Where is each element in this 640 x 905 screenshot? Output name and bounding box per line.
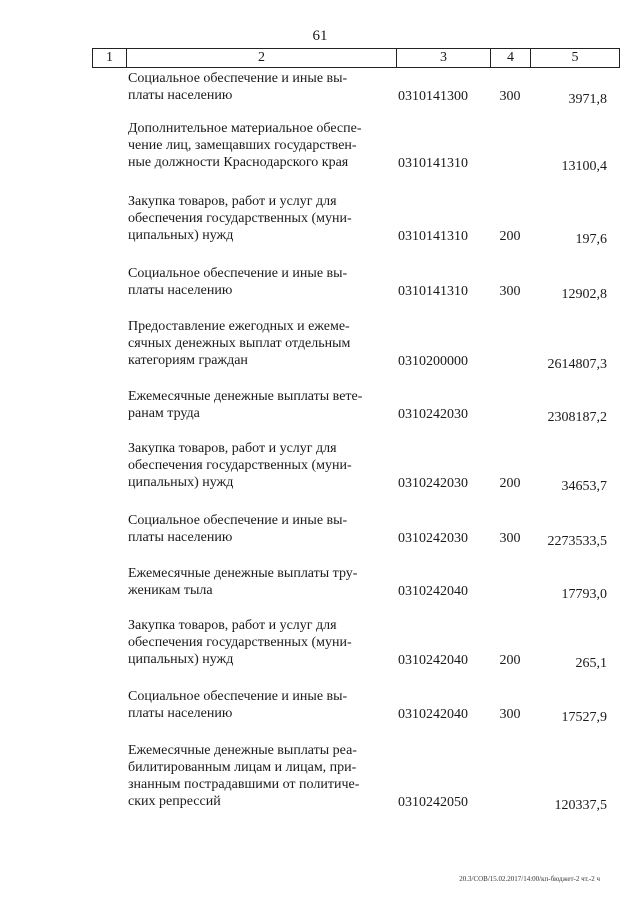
row-description-line: Социальное обеспечение и иные вы- bbox=[128, 71, 348, 86]
row-sum: 2273533,5 bbox=[547, 534, 607, 549]
row-expense-type: 300 bbox=[499, 531, 521, 546]
row-description-line: Социальное обеспечение и иные вы- bbox=[128, 266, 348, 281]
row-code: 0310242030 bbox=[398, 407, 468, 422]
footer-note: 20.3/СОВ/15.02.2017/14:00/кп-бюджет-2 чт.-2 ч bbox=[459, 875, 600, 883]
row-description-line: Ежемесячные денежные выплаты реа- bbox=[128, 743, 357, 758]
row-sum: 12902,8 bbox=[561, 287, 607, 302]
row-description-line: платы населению bbox=[128, 530, 233, 545]
row-description bbox=[128, 193, 384, 244]
row-description bbox=[128, 120, 384, 171]
row-code: 0310141310 bbox=[398, 284, 468, 299]
row-description bbox=[128, 440, 384, 491]
row-description-line: обеспечения государственных (муни- bbox=[128, 458, 352, 473]
row-description-line: Ежемесячные денежные выплаты вете- bbox=[128, 389, 363, 404]
row-description bbox=[128, 512, 384, 546]
row-description-line: ципальных) нужд bbox=[128, 475, 234, 490]
row-description-line: ранам труда bbox=[128, 406, 200, 421]
row-sum: 2308187,2 bbox=[547, 410, 607, 425]
page-number: 61 bbox=[312, 28, 328, 44]
header-col-2: 2 bbox=[127, 49, 397, 67]
row-description-line: Предоставление ежегодных и ежеме- bbox=[128, 319, 350, 334]
row-description-line: обеспечения государственных (муни- bbox=[128, 635, 352, 650]
row-code: 0310242030 bbox=[398, 476, 468, 491]
row-code: 0310242030 bbox=[398, 531, 468, 546]
header-col-5: 5 bbox=[571, 50, 579, 65]
row-sum: 13100,4 bbox=[561, 159, 607, 174]
row-sum: 34653,7 bbox=[561, 479, 607, 494]
row-description-line: сячных денежных выплат отдельным bbox=[128, 336, 351, 351]
row-description-line: Закупка товаров, работ и услуг для bbox=[128, 194, 337, 209]
row-description-line: женикам тыла bbox=[128, 583, 213, 598]
row-description-line: Закупка товаров, работ и услуг для bbox=[128, 618, 337, 633]
row-description-line: платы населению bbox=[128, 706, 233, 721]
row-description-line: Ежемесячные денежные выплаты тру- bbox=[128, 566, 358, 581]
row-description-line: билитированным лицам и лицам, при- bbox=[128, 760, 357, 775]
row-code: 0310242040 bbox=[398, 707, 468, 722]
row-sum: 2614807,3 bbox=[547, 357, 607, 372]
row-expense-type: 300 bbox=[499, 89, 521, 104]
row-description-line: ные должности Краснодарского края bbox=[128, 155, 349, 170]
row-description-line: Социальное обеспечение и иные вы- bbox=[128, 689, 348, 704]
row-description-line: знанным пострадавшими от политиче- bbox=[128, 777, 360, 792]
header-col-3: 3 bbox=[397, 49, 491, 67]
row-description bbox=[128, 265, 384, 299]
row-description-line: платы населению bbox=[128, 88, 233, 103]
row-description bbox=[128, 318, 384, 369]
row-code: 0310141310 bbox=[398, 229, 468, 244]
row-description bbox=[128, 688, 384, 722]
row-description bbox=[128, 742, 384, 810]
row-code: 0310141310 bbox=[398, 156, 468, 171]
row-code: 0310242040 bbox=[398, 584, 468, 599]
row-description-line: Дополнительное материальное обеспе- bbox=[128, 121, 362, 136]
row-description-line: ских репрессий bbox=[128, 794, 221, 809]
row-description bbox=[128, 70, 384, 104]
row-description bbox=[128, 388, 384, 422]
row-description-line: обеспечения государственных (муни- bbox=[128, 211, 352, 226]
row-code: 0310200000 bbox=[398, 354, 468, 369]
header-col-4: 4 bbox=[491, 49, 531, 67]
row-expense-type: 200 bbox=[499, 229, 521, 244]
row-sum: 197,6 bbox=[575, 232, 607, 247]
row-description-line: чение лиц, замещавших государствен- bbox=[128, 138, 357, 153]
row-sum: 120337,5 bbox=[554, 798, 607, 813]
row-sum: 3971,8 bbox=[568, 92, 607, 107]
row-code: 0310242050 bbox=[398, 795, 468, 810]
row-sum: 265,1 bbox=[575, 656, 607, 671]
table-header bbox=[92, 48, 620, 68]
row-description-line: платы населению bbox=[128, 283, 233, 298]
row-code: 0310242040 bbox=[398, 653, 468, 668]
row-description bbox=[128, 565, 384, 599]
row-description bbox=[128, 617, 384, 668]
row-description-line: Социальное обеспечение и иные вы- bbox=[128, 513, 348, 528]
row-description-line: ципальных) нужд bbox=[128, 652, 234, 667]
row-expense-type: 300 bbox=[499, 707, 521, 722]
row-expense-type: 300 bbox=[499, 284, 521, 299]
row-description-line: ципальных) нужд bbox=[128, 228, 234, 243]
row-sum: 17793,0 bbox=[561, 587, 607, 602]
row-description-line: категориям граждан bbox=[128, 353, 248, 368]
header-col-1: 1 bbox=[93, 49, 127, 67]
row-code: 0310141300 bbox=[398, 89, 468, 104]
row-expense-type: 200 bbox=[499, 653, 521, 668]
row-sum: 17527,9 bbox=[561, 710, 607, 725]
row-description-line: Закупка товаров, работ и услуг для bbox=[128, 441, 337, 456]
row-expense-type: 200 bbox=[499, 476, 521, 491]
